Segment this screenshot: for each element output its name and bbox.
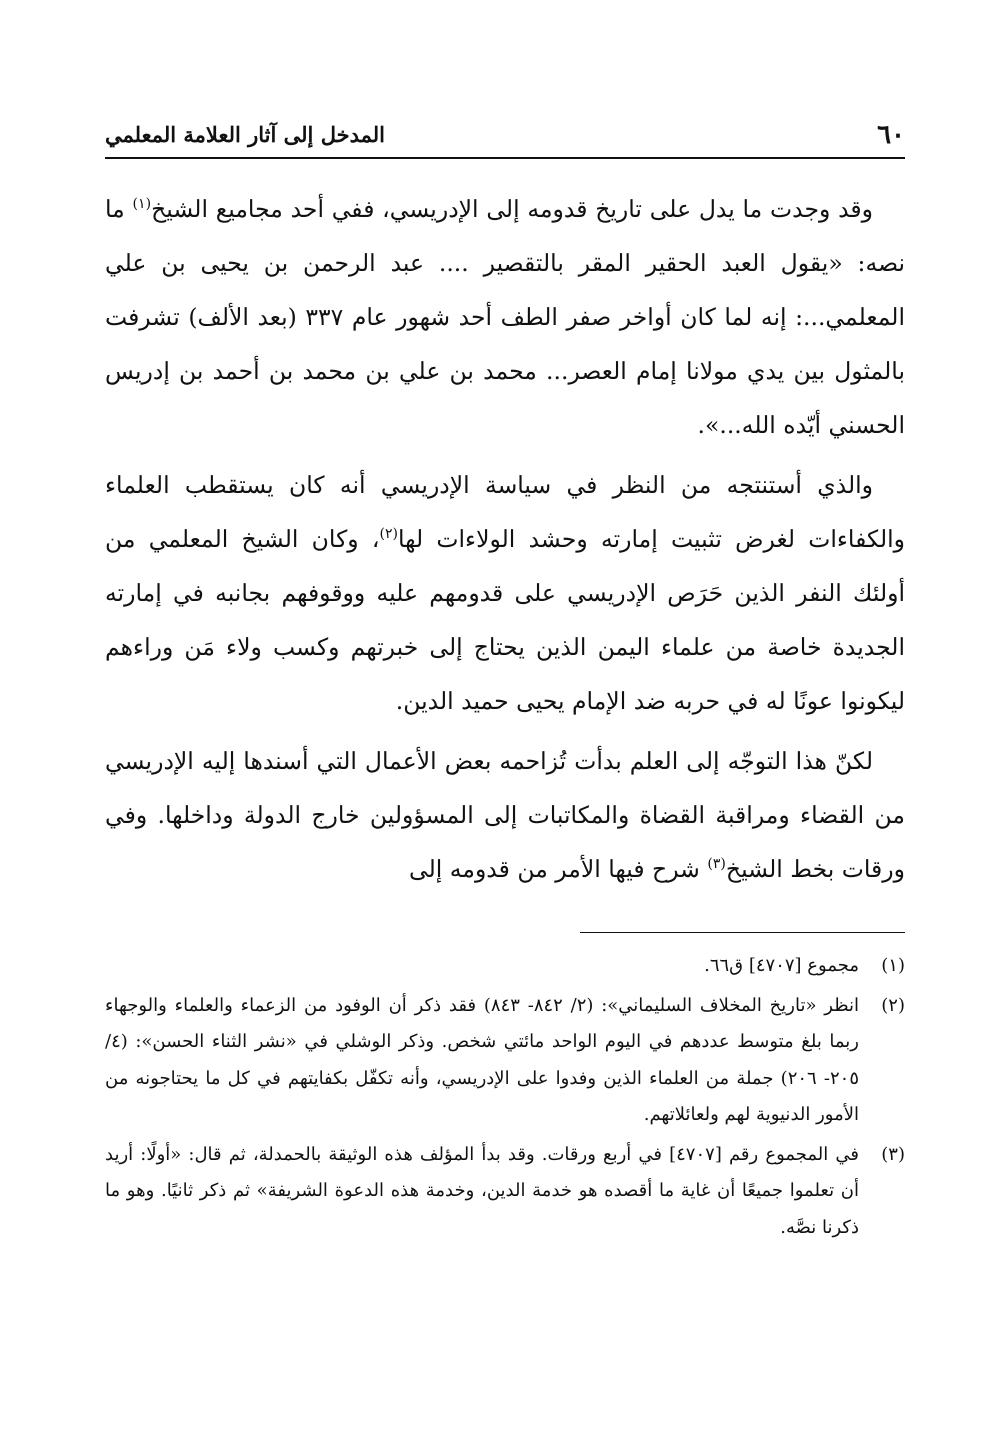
footnote-number: (٢) [881, 994, 905, 1016]
footnote-ref: (٣) [707, 856, 726, 873]
footnote-ref: (٢) [379, 526, 399, 543]
footnote-ref: (١) [132, 196, 152, 213]
footnote-text: انظر «تاريخ المخلاف السليماني»: (٢/ ٨٤٢- ٨٤٣) فقد ذكر أن الوفود من الزعماء والعلماء والوجهاء ربما بلغ متوسط عددهم في اليوم الواحد مائتي شخص. وذكر الوشلي في «نشر الثناء الحسن»: (٤/ ٢٠٥- ٢٠٦) جملة من العلماء الذين وفدوا على الإدريسي، وأنه تكفّل بكفايتهم في كل ما يحتاجونه من الأمور الدنيوية لهم ولعائلاتهم. [105, 994, 859, 1125]
footnote-separator [580, 932, 905, 933]
paragraph-text: لكنّ هذا التوجّه إلى العلم بدأت تُزاحمه بعض الأعمال التي أسندها إليه الإدريسي من القضاء ومراقبة القضاة والمكاتبات إلى المسؤولين خارج الدولة وداخلها. وفي ورقات بخط الشيخ [105, 747, 905, 883]
footnote-text: في المجموع رقم [٤٧٠٧] في أربع ورقات. وقد بدأ المؤلف هذه الوثيقة بالحمدلة، ثم قال: «أولًا: أريد أن تعلموا جميعًا أن غاية ما أقصده هو خدمة الدين، وخدمة هذه الدعوة الشريفة» ثم ذكر ثانيًا. وهو ما ذكرنا نصَّه. [105, 1143, 859, 1238]
footnote [105, 948, 905, 985]
paragraph [105, 458, 905, 728]
footnote-text: مجموع [٤٧٠٧] ق٦٦. [704, 955, 859, 976]
header-rule [105, 157, 905, 159]
page-number: ٦٠ [877, 120, 905, 150]
paragraph-text: وقد وجدت ما يدل على تاريخ قدومه إلى الإدريسي، ففي أحد مجاميع الشيخ [151, 195, 874, 223]
footnote [105, 1137, 905, 1247]
paragraph-text: شرح فيها الأمر من قدومه إلى [409, 855, 708, 883]
paragraph [105, 734, 905, 896]
footnote-number: (٣) [881, 1143, 905, 1165]
paragraph-text: ما نصه: «يقول العبد الحقير المقر بالتقصير .... عبد الرحمن بن يحيى بن علي المعلمي...: إنه لما كان أواخر صفر الطف أحد شهور عام ٣٣٧ (بعد الألف) تشرفت بالمثول بين يدي مولانا إمام العصر... محمد بن علي بن محمد بن أحمد بن إدريس الحسني أيّده الله...». [105, 195, 905, 439]
paragraph [105, 182, 905, 452]
page-header [105, 118, 905, 154]
footnotes [105, 948, 905, 1249]
running-title: المدخل إلى آثار العلامة المعلمي [105, 122, 385, 147]
footnote [105, 988, 905, 1134]
paragraph-text: والذي أستنتجه من النظر في سياسة الإدريسي أنه كان يستقطب العلماء والكفاءات لغرض تثبيت إمارته وحشد الولاءات لها [105, 471, 905, 553]
paragraph-text: ، وكان الشيخ المعلمي من أولئك النفر الذين حَرَص الإدريسي على قدومهم عليه ووقوفهم بجانبه في إمارته الجديدة خاصة من علماء اليمن الذين يحتاج إلى خبرتهم وكسب ولاء مَن وراءهم ليكونوا عونًا له في حربه ضد الإمام يحيى حميد الدين. [105, 525, 905, 715]
main-text [105, 182, 905, 902]
footnote-number: (١) [881, 955, 905, 976]
